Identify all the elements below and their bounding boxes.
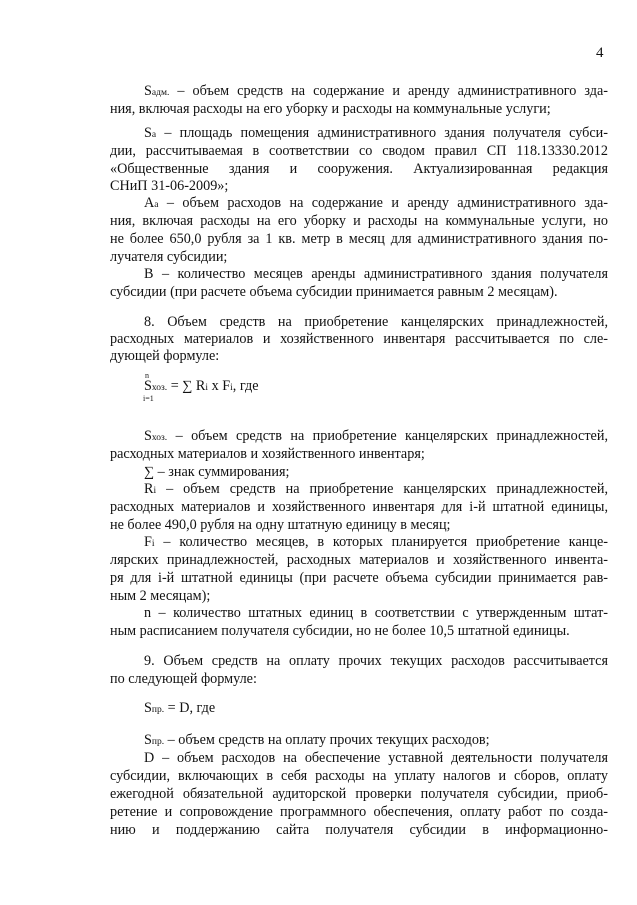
variable-symbol: S — [144, 125, 152, 141]
variable-subscript: а — [154, 200, 159, 210]
line-text: не более 650,0 рубля за 1 кв. метр в месяц для административного здания по- — [110, 231, 608, 247]
text-line — [110, 587, 210, 605]
text-line — [144, 533, 608, 553]
variable-subscript: i — [151, 539, 155, 549]
text-line — [144, 194, 608, 214]
line-text: расходных материалов и хозяйственного инвентаря рассчитывается по сле- — [110, 331, 608, 347]
text-line — [110, 767, 608, 785]
text-line — [110, 785, 608, 803]
text-line — [144, 124, 608, 144]
line-text: 8. Объем средств на приобретение канцелярских принадлежностей, — [144, 314, 608, 330]
formula-hoz-expression — [144, 378, 259, 395]
text-line — [110, 622, 570, 640]
text-line — [144, 265, 608, 283]
text-line — [110, 347, 219, 365]
formula-part: , где — [232, 378, 259, 394]
line-text: по следующей формуле: — [110, 671, 257, 687]
sum-lower-limit: i=1 — [143, 394, 154, 403]
line-text: ния, включая расходы на его уборку и расходы на коммунальные услуги; — [110, 101, 551, 117]
text-line — [144, 427, 608, 447]
formula-subscript: i — [230, 383, 233, 393]
text-line — [110, 283, 558, 301]
line-text: лучателя субсидии; — [110, 249, 228, 265]
line-text: расходных материалов и хозяйственного инвентаря для i-й штатной единицы, — [110, 499, 608, 515]
text-line — [110, 160, 608, 178]
line-text: субсидии, включающих в себя расходы на уплату налогов и сборов, оплату — [110, 768, 608, 784]
text-line — [110, 445, 425, 463]
text-line — [110, 142, 608, 160]
line-text: ∑ – знак суммирования; — [144, 464, 290, 480]
formula-subscript: i — [205, 383, 209, 393]
line-text: 9. Объем средств на оплату прочих текущих расходов рассчитывается — [144, 653, 608, 669]
variable-symbol: S — [144, 83, 152, 99]
formula-part: = D, где — [164, 700, 216, 716]
text-line — [110, 803, 608, 821]
text-line — [110, 100, 551, 118]
text-line — [110, 569, 608, 587]
line-text: – объем средств на оплату прочих текущих расходов; — [164, 732, 490, 748]
line-text: ежегодной обязательной аудиторской проверки получателя субсидии, приоб- — [110, 786, 608, 802]
text-line — [144, 731, 490, 751]
formula-part: = ∑ R — [167, 378, 206, 394]
line-text: ря для i-й штатной единицы (при расчете объема субсидии принимается рав- — [110, 570, 608, 586]
text-line — [110, 670, 257, 688]
formula-part: x F — [208, 378, 231, 394]
formula-symbol: S — [144, 700, 152, 716]
variable-symbol: S — [144, 428, 152, 444]
text-line — [144, 313, 608, 331]
text-line — [144, 463, 289, 481]
text-line — [110, 330, 608, 348]
text-line — [144, 652, 608, 670]
text-line — [110, 516, 451, 534]
line-text: – объем средств на содержание и аренду административного зда- — [169, 83, 608, 99]
text-line — [144, 604, 608, 622]
text-line — [110, 821, 608, 839]
line-text: лярских принадлежностей, расходных материалов и хозяйственного инвента- — [110, 552, 608, 568]
text-line — [110, 551, 608, 569]
line-text: – объем средств на приобретение канцелярских принадлежностей, — [167, 428, 608, 444]
line-text: «Общественные здания и сооружения. Актуализированная редакция — [110, 161, 608, 177]
variable-subscript: i — [153, 486, 157, 496]
line-text: – количество месяцев, в которых планируется приобретение канце- — [154, 534, 608, 550]
line-text: дующей формуле: — [110, 348, 220, 364]
text-line — [110, 177, 228, 195]
line-text: – объем средств на приобретение канцелярских принадлежностей, — [156, 481, 608, 497]
line-text: нию и поддержанию сайта получателя субсидии в информационно- — [110, 822, 608, 838]
text-line — [144, 480, 608, 500]
line-text: ным 2 месяцам); — [110, 588, 211, 604]
variable-symbol: R — [144, 481, 154, 497]
line-text: расходных материалов и хозяйственного инвентаря; — [110, 446, 425, 462]
line-text: n – количество штатных единиц в соответствии с утвержденным штат- — [144, 605, 608, 621]
formula-pr-expression — [144, 700, 215, 717]
line-text: ретение и сопровождение программного обеспечения, оплату работ по созда- — [110, 804, 608, 820]
line-text: В – количество месяцев аренды административного здания получателя — [144, 266, 608, 282]
text-line — [110, 230, 608, 248]
text-line — [110, 248, 227, 266]
line-text: D – объем расходов на обеспечение уставной деятельности получателя — [144, 750, 608, 766]
variable-subscript: пр. — [151, 737, 165, 747]
text-line — [144, 82, 608, 102]
line-text: не более 490,0 рубля на одну штатную единицу в месяц; — [110, 517, 451, 533]
variable-symbol: S — [144, 732, 152, 748]
line-text: – площадь помещения административного здания получателя субси- — [156, 125, 608, 141]
sum-upper-limit: n — [145, 371, 149, 380]
variable-symbol: F — [144, 534, 152, 550]
variable-subscript: адм. — [151, 88, 170, 98]
variable-symbol: А — [144, 195, 155, 211]
page-number: 4 — [596, 45, 604, 61]
line-text: ния, включая расходы на его уборку и расходы на коммунальные услуги, но — [110, 213, 608, 229]
text-line — [110, 212, 608, 230]
line-text: СНиП 31-06-2009»; — [110, 178, 229, 194]
formula-subscript: хоз. — [151, 383, 168, 393]
formula-subscript: пр. — [151, 705, 165, 715]
line-text: ным расписанием получателя субсидии, но не более 10,5 штатной единицы. — [110, 623, 570, 639]
line-text: дии, рассчитываемая в соответствии со сводом правил СП 118.13330.2012 — [110, 143, 608, 159]
text-line — [144, 749, 608, 767]
variable-subscript: а — [151, 130, 157, 140]
formula-symbol: S — [144, 378, 152, 394]
variable-subscript: хоз. — [151, 433, 168, 443]
line-text: субсидии (при расчете объема субсидии принимается равным 2 месяцам). — [110, 284, 558, 300]
line-text: – объем расходов на содержание и аренду административного зда- — [158, 195, 608, 211]
text-line — [110, 498, 608, 516]
